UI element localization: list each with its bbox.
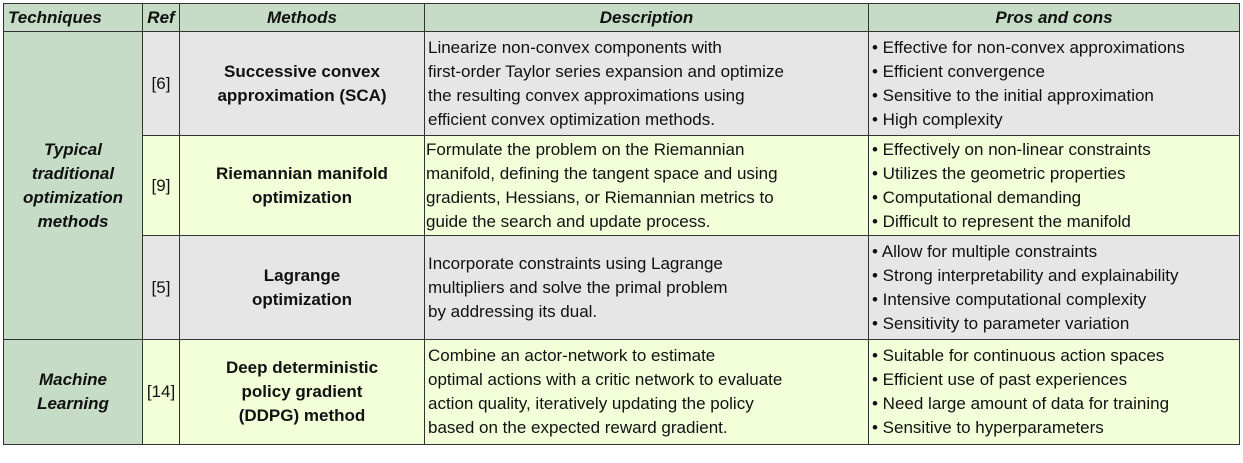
table-row <box>4 32 1240 136</box>
description-line: multipliers and solve the primal problem <box>428 277 728 297</box>
technique-cell-traditional <box>4 32 143 340</box>
description-line: first-order Taylor series expansion and optimize <box>428 61 784 81</box>
pros-cons-line: • Intensive computational complexity <box>872 289 1147 309</box>
description-line: Incorporate constraints using Lagrange <box>428 253 723 273</box>
description-line: based on the expected reward gradient. <box>428 418 728 437</box>
technique-cell-machine-learning <box>4 340 143 445</box>
pros-cons-line: • Suitable for continuous action spaces <box>872 346 1165 365</box>
description-line: Linearize non-convex components with <box>428 37 722 57</box>
pros-cons-line: • Need large amount of data for training <box>872 394 1170 413</box>
method-cell <box>180 236 425 340</box>
description-line: optimal actions with a critic network to evaluate <box>428 370 783 389</box>
technique-line: methods <box>37 211 109 231</box>
method-cell <box>180 340 425 445</box>
description-line: Combine an actor-network to estimate <box>428 346 716 365</box>
pros-cons-line: • Utilizes the geometric properties <box>872 163 1126 183</box>
pros-cons-cell <box>869 236 1240 340</box>
method-line: Lagrange <box>263 265 341 285</box>
description-line: Formulate the problem on the Riemannian <box>426 139 745 159</box>
description-line: efficient convex optimization methods. <box>428 109 715 129</box>
method-line: optimization <box>251 187 353 207</box>
pros-cons-line: • Allow for multiple constraints <box>872 241 1098 261</box>
pros-cons-line: • Effective for non-convex approximations <box>872 37 1185 57</box>
table-row <box>4 340 1240 445</box>
method-line: Riemannian manifold <box>216 163 388 183</box>
description-cell <box>425 136 869 236</box>
method-line: approximation (SCA) <box>217 85 387 105</box>
pros-cons-line: • Sensitivity to parameter variation <box>872 313 1130 333</box>
method-cell <box>180 32 425 136</box>
pros-cons-cell <box>869 136 1240 236</box>
header-ref: Ref <box>143 4 180 32</box>
pros-cons-line: • Sensitive to the initial approximation <box>872 85 1154 105</box>
pros-cons-cell <box>869 340 1240 445</box>
ref-cell: [6] <box>143 32 180 136</box>
pros-cons-line: • Efficient convergence <box>872 61 1045 81</box>
description-cell <box>425 32 869 136</box>
technique-line: Machine <box>38 370 108 389</box>
pros-cons-line: • Efficient use of past experiences <box>872 370 1128 389</box>
description-cell <box>425 340 869 445</box>
technique-line: Learning <box>37 394 109 413</box>
method-line: (DDPG) method <box>238 406 366 425</box>
ref-cell: [5] <box>143 236 180 340</box>
pros-cons-line: • Strong interpretability and explainability <box>872 265 1179 285</box>
ref-cell: [9] <box>143 136 180 236</box>
description-line: action quality, iteratively updating the policy <box>428 394 754 413</box>
pros-cons-line: • High complexity <box>872 109 1003 129</box>
technique-line: traditional <box>31 163 115 183</box>
description-line: by addressing its dual. <box>428 301 598 321</box>
header-description: Description <box>425 4 869 32</box>
pros-cons-line: • Effectively on non-linear constraints <box>872 139 1151 159</box>
technique-line: Typical <box>44 139 102 159</box>
description-line: guide the search and update process. <box>426 211 711 231</box>
method-line: policy gradient <box>241 382 363 401</box>
description-line: manifold, defining the tangent space and using <box>426 163 778 183</box>
method-line: Successive convex <box>224 61 380 81</box>
pros-cons-line: • Sensitive to hyperparameters <box>872 418 1104 437</box>
method-cell <box>180 136 425 236</box>
description-cell <box>425 236 869 340</box>
pros-cons-line: • Difficult to represent the manifold <box>872 211 1131 231</box>
table-row <box>4 236 1240 340</box>
method-line: Deep deterministic <box>225 358 379 377</box>
description-line: the resulting convex approximations using <box>428 85 745 105</box>
ref-cell: [14] <box>143 340 180 445</box>
technique-line: optimization <box>22 187 124 207</box>
header-methods: Methods <box>180 4 425 32</box>
header-pros-cons: Pros and cons <box>869 4 1240 32</box>
description-line: gradients, Hessians, or Riemannian metrics to <box>426 187 774 207</box>
table-row <box>4 136 1240 236</box>
header-row <box>4 4 1240 32</box>
method-line: optimization <box>251 289 353 309</box>
header-techniques: Techniques <box>4 4 143 32</box>
pros-cons-line: • Computational demanding <box>872 187 1082 207</box>
pros-cons-cell <box>869 32 1240 136</box>
techniques-table <box>3 3 1240 445</box>
